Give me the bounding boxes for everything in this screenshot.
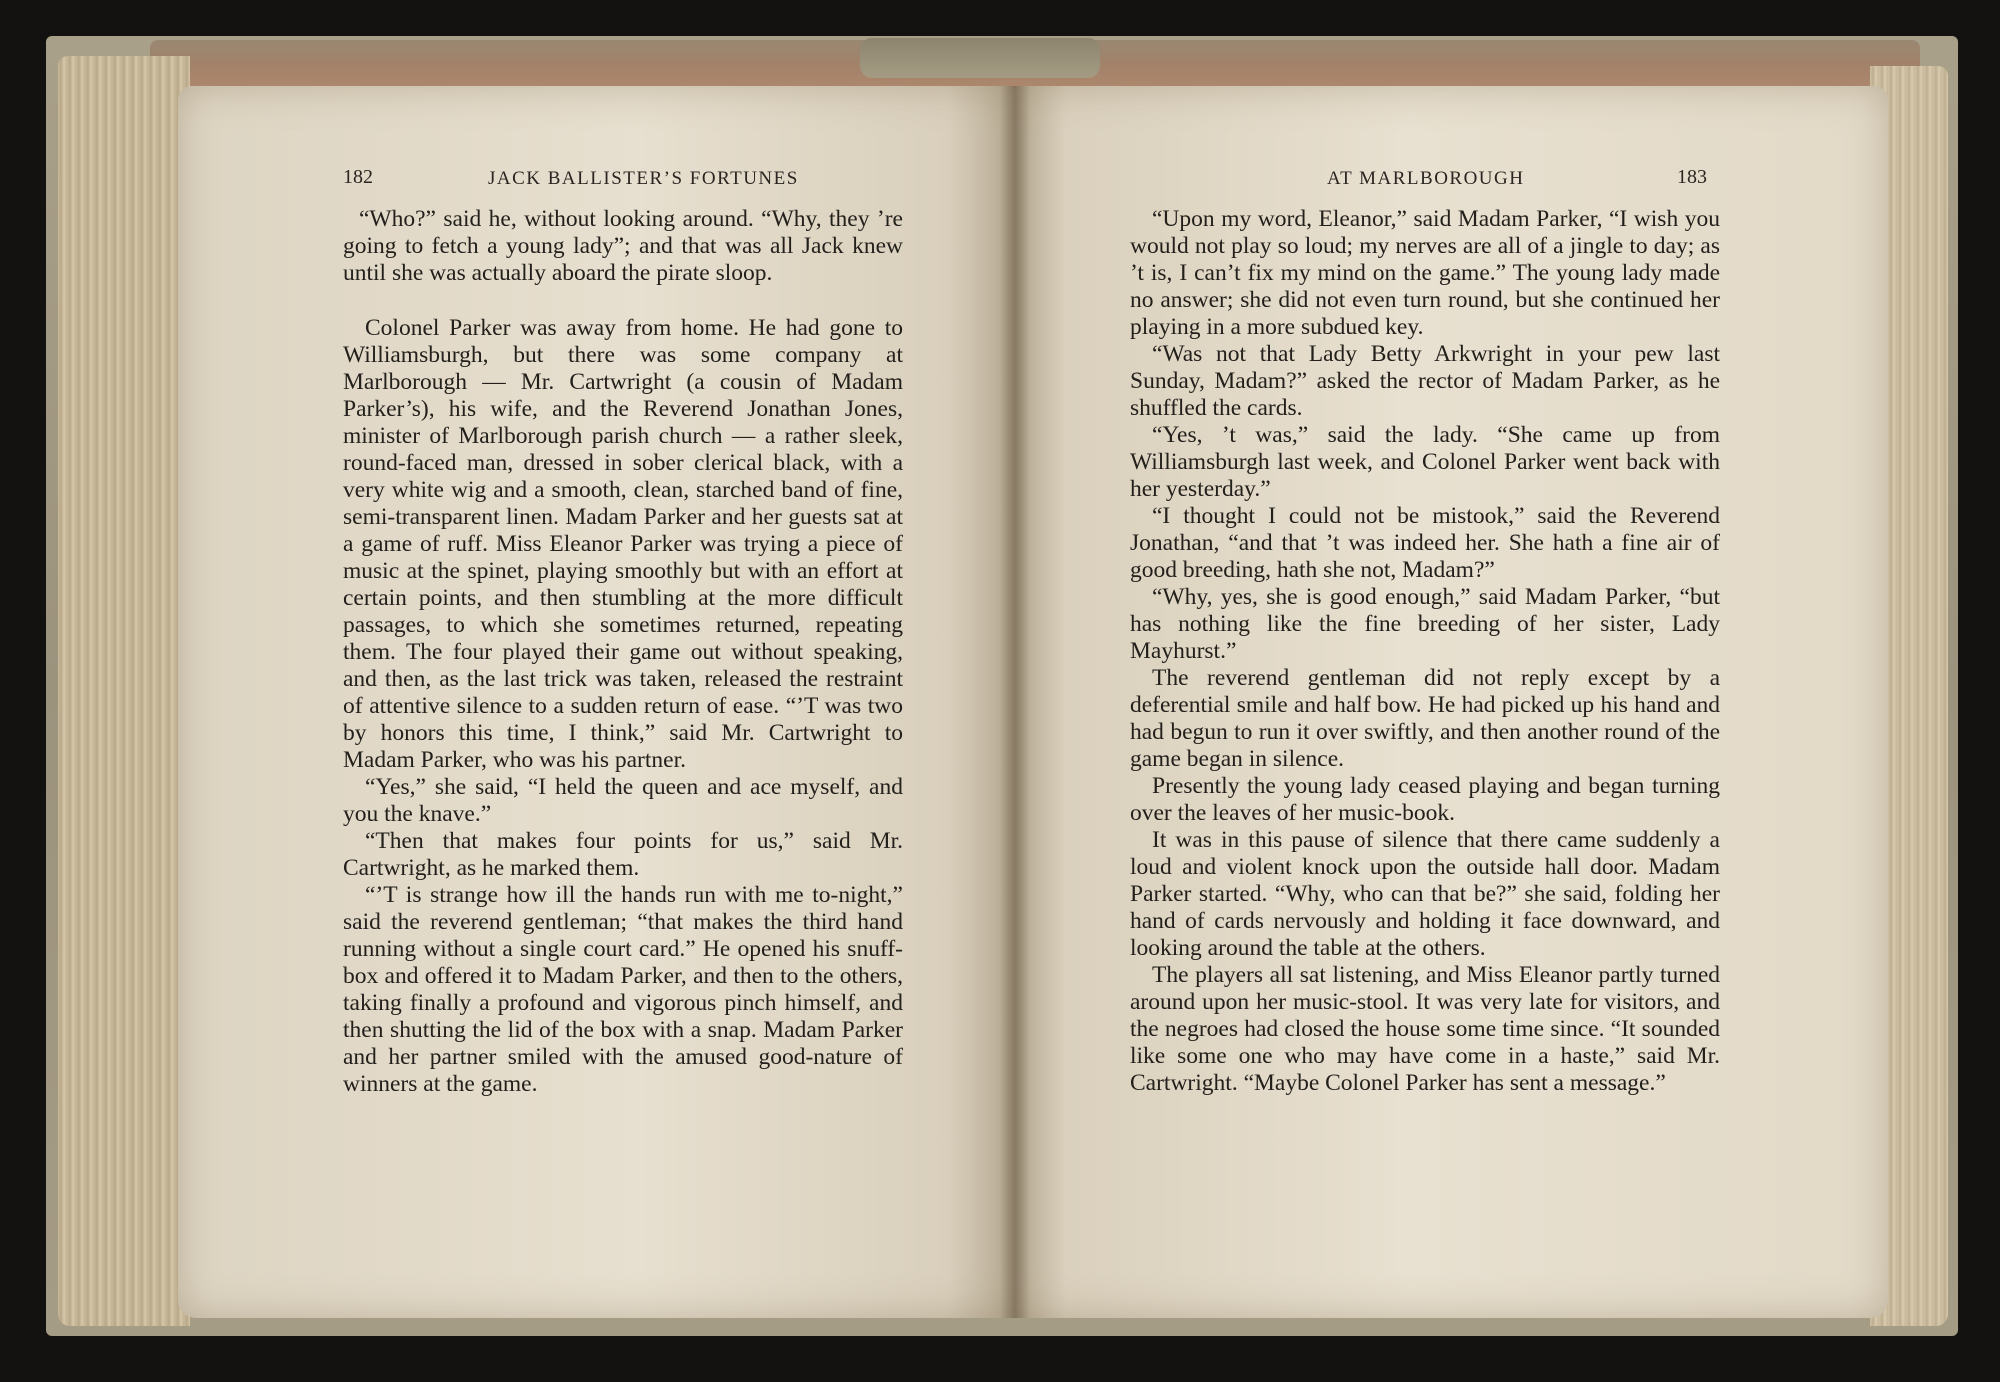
right-page (1014, 86, 1888, 1318)
right-running-head: AT MARLBOROUGH (1327, 168, 1525, 189)
paragraph: “Was not that Lady Betty Arkwright in your pew last Sunday, Madam?” asked the rector of Madam Parker, as he shuffled the cards. (1130, 341, 1720, 421)
paragraph: Presently the young lady ceased playing and began turning over the leaves of her music-book. (1130, 773, 1720, 826)
left-running-head: JACK BALLISTER’S FORTUNES (488, 168, 799, 189)
left-page (178, 86, 1014, 1318)
right-page-number: 183 (1677, 166, 1707, 188)
paragraph: “Yes,” she said, “I held the queen and ace myself, and you the knave.” (343, 774, 903, 827)
paragraph: The players all sat listening, and Miss Eleanor partly turned around upon her music-stool. It was very late for visitors, and the negroes had closed the house some time since. “It sounded like some one who may have come in a haste,” said Mr. Cartwright. “Maybe Colonel Parker has sent a message.” (1130, 962, 1720, 1096)
paragraph: “’T is strange how ill the hands run with me to-night,” said the reverend gentleman; “that makes the third hand running without a single court card.” He opened his snuff-box and offered it to Madam Parker, and then to the others, taking finally a profound and vigorous pinch himself, and then shutting the lid of the box with a snap. Madam Parker and her partner smiled with the amused good-nature of winners at the game. (343, 882, 903, 1097)
left-page-number: 182 (343, 166, 373, 188)
left-page-text (343, 206, 903, 1098)
paragraph: “Upon my word, Eleanor,” said Madam Parker, “I wish you would not play so loud; my nerves are all of a jingle to day; as ’t is, I can’t fix my mind on the game.” The young lady made no answer; she did not even turn round, but she continued her playing in a more subdued key. (1130, 206, 1720, 340)
right-page-text (1130, 206, 1720, 1097)
paragraph: “Then that makes four points for us,” said Mr. Cartwright, as he marked them. (343, 828, 903, 881)
paragraph: Colonel Parker was away from home. He had gone to Williamsburgh, but there was some company at Marlborough — Mr. Cartwright (a cousin of Madam Parker’s), his wife, and the Reverend Jonathan Jones, minister of Marlborough parish church — a rather sleek, round-faced man, dressed in sober clerical black, with a very white wig and a smooth, clean, starched band of fine, semi-transparent linen. Madam Parker and her guests sat at a game of ruff. Miss Eleanor Parker was trying a piece of music at the spinet, playing smoothly but with an effort at certain points, and then stumbling at the more difficult passages, to which she sometimes returned, repeating them. The four played their game out without speaking, and then, as the last trick was taken, released the restraint of attentive silence to a sudden return of ease. “’T was two by honors this time, I think,” said Mr. Cartwright to Madam Parker, who was his partner. (343, 315, 903, 773)
spine-fold (860, 38, 1100, 78)
paragraph: “Yes, ’t was,” said the lady. “She came up from Williamsburgh last week, and Colonel Parker went back with her yesterday.” (1130, 422, 1720, 502)
paragraph: The reverend gentleman did not reply except by a deferential smile and half bow. He had picked up his hand and had begun to run it over swiftly, and then another round of the game began in silence. (1130, 665, 1720, 772)
paragraph: “Who?” said he, without looking around. “Why, they ’re going to fetch a young lady”; and that was all Jack knew until she was actually aboard the pirate sloop. (343, 206, 903, 286)
page-edges-left (58, 56, 190, 1326)
paragraph: “Why, yes, she is good enough,” said Madam Parker, “but has nothing like the fine breeding of her sister, Lady Mayhurst.” (1130, 584, 1720, 664)
book-gutter (1000, 86, 1030, 1318)
paragraph: It was in this pause of silence that there came suddenly a loud and violent knock upon the outside hall door. Madam Parker started. “Why, who can that be?” she said, folding her hand of cards nervously and holding it face downward, and looking around the table at the others. (1130, 827, 1720, 961)
paragraph: “I thought I could not be mistook,” said the Reverend Jonathan, “and that ’t was indeed her. She hath a fine air of good breeding, hath she not, Madam?” (1130, 503, 1720, 583)
